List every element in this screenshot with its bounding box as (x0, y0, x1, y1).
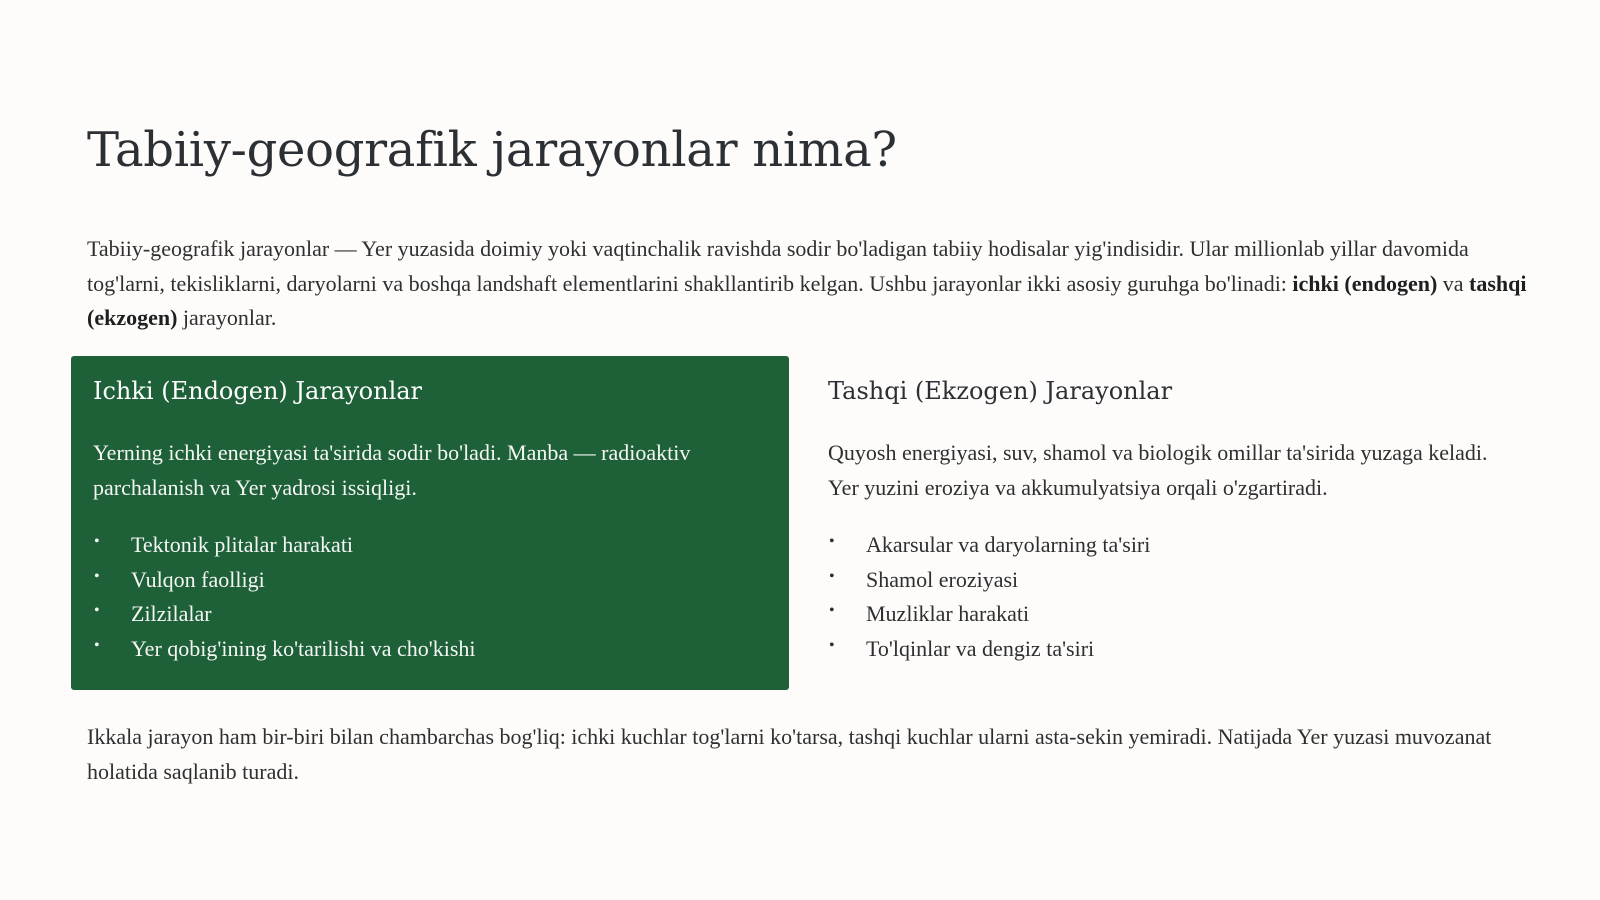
bullet-icon: • (829, 567, 835, 585)
list-item (828, 528, 1150, 563)
endogen-title: Ichki (Endogen) Jarayonlar (93, 377, 423, 405)
slide-title: Tabiiy-geografik jarayonlar nima? (87, 122, 897, 178)
intro-term-endogen: ichki (endogen) (1292, 270, 1438, 296)
ekzogen-list (828, 528, 1150, 666)
list-item (93, 597, 476, 632)
list-item-text: To'lqinlar va dengiz ta'siri (866, 635, 1095, 661)
ekzogen-title: Tashqi (Ekzogen) Jarayonlar (828, 377, 1173, 405)
list-item-text: Akarsular va daryolarning ta'siri (866, 532, 1151, 557)
intro-text-end: jarayonlar. (177, 305, 277, 330)
bullet-icon: • (94, 567, 100, 585)
bullet-icon: • (829, 602, 835, 620)
list-item-text: Tektonik plitalar harakati (131, 532, 354, 557)
list-item (828, 597, 1150, 632)
ekzogen-card (807, 356, 1527, 690)
intro-paragraph (87, 232, 1527, 336)
list-item-text: Muzliklar harakati (866, 601, 1030, 627)
list-item (93, 528, 476, 563)
bullet-icon: • (94, 636, 100, 654)
list-item-text: Vulqon faolligi (131, 566, 265, 592)
intro-text: Tabiiy-geografik jarayonlar — Yer yuzasida doimiy yoki vaqtinchalik ravishda sodir bo'ladigan tabiiy hodisalar yig'indisidir. Ular millionlab yillar davomida tog'larni, tekisliklarni, daryolarni va boshqa landshaft elementlarini shakllantirib kelgan. Ushbu jarayonlar ikki asosiy guruhga bo'linadi: (87, 236, 1469, 296)
bullet-icon: • (94, 602, 100, 620)
endogen-card (71, 356, 789, 690)
intro-joiner: va (1437, 270, 1470, 296)
bullet-icon: • (829, 533, 835, 550)
list-item-text: Yer qobig'ining ko'tarilishi va cho'kishi (131, 635, 476, 661)
outro-paragraph: Ikkala jarayon ham bir-biri bilan chambarchas bog'liq: ichki kuchlar tog'larni ko'tarsa, tashqi kuchlar ularni asta-sekin yemiradi. Natijada Yer yuzasi muvozanat holatida saqlanib turadi. (87, 724, 1492, 784)
list-item (828, 563, 1150, 598)
bullet-icon: • (94, 533, 100, 550)
bullet-icon: • (829, 636, 835, 654)
list-item (93, 563, 476, 598)
list-item (828, 632, 1150, 667)
intro-term-ekzogen: tashqi (ekzogen) (87, 270, 1527, 330)
list-item-text: Zilzilalar (131, 601, 212, 627)
ekzogen-description: Quyosh energiyasi, suv, shamol va biologik omillar ta'sirida yuzaga keladi. Yer yuzini eroziya va akkumulyatsiya orqali o'zgartiradi. (828, 440, 1488, 500)
endogen-description: Yerning ichki energiyasi ta'sirida sodir bo'ladi. Manba — radioaktiv parchalanish va Yer yadrosi issiqligi. (93, 440, 691, 500)
list-item-text: Shamol eroziyasi (866, 566, 1019, 592)
list-item (93, 632, 476, 667)
endogen-list (93, 528, 476, 666)
